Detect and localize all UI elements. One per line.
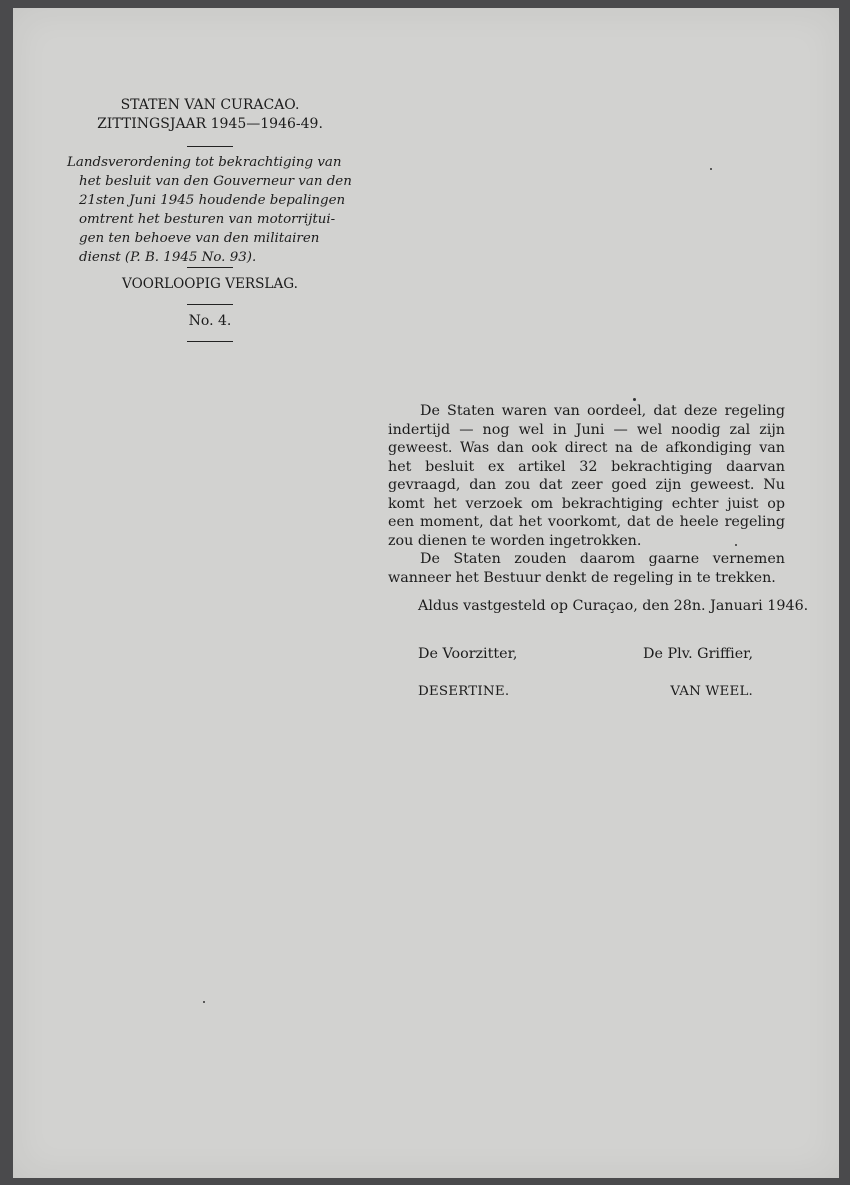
paper-speck xyxy=(633,398,636,401)
signature-titles xyxy=(418,646,753,662)
body-paragraph: De Staten waren van oordeel, dat deze regeling indertijd — nog wel in Juni — wel noodig zal zijn geweest. Was dan ook direct na de afkondiging van het besluit ex artikel 32 bekrachtiging daarvan gevraagd, dan zou dat zeer goed zijn geweest. Nu komt het verzoek om bekrachtiging echter juist op een moment, dat het voorkomt, dat de heele regeling zou dienen te worden ingetrokken. xyxy=(388,403,785,549)
document-header xyxy=(65,96,355,147)
ordinance-title xyxy=(65,153,355,267)
document-page xyxy=(13,8,839,1178)
document-number: No. 4. xyxy=(188,313,232,329)
title-line: het besluit van den Gouverneur van den xyxy=(79,174,352,189)
divider-wrap xyxy=(65,304,355,305)
org-name: STATEN VAN CURACAO. xyxy=(120,97,300,113)
signature-names xyxy=(418,684,753,699)
title-line: dienst (P. B. 1945 No. 93). xyxy=(79,250,257,265)
report-body xyxy=(388,402,785,587)
clerk-title: De Plv. Griffier, xyxy=(643,646,753,662)
divider xyxy=(187,304,233,305)
divider xyxy=(187,267,233,268)
paper-speck xyxy=(203,1001,205,1003)
divider xyxy=(187,146,233,147)
body-paragraph: De Staten zouden daarom gaarne vernemen wanneer het Bestuur denkt de regeling in te trekken. xyxy=(388,551,785,586)
title-line: 21sten Juni 1945 houdende bepalingen xyxy=(79,193,346,208)
title-line: Landsverordening tot bekrachtiging van xyxy=(67,155,342,170)
title-line: gen ten behoeve van den militairen xyxy=(79,231,320,246)
divider-wrap xyxy=(65,267,355,268)
closing-statement: Aldus vastgesteld op Curaçao, den 28n. Januari 1946. xyxy=(418,598,809,614)
paper-speck xyxy=(710,168,712,170)
title-line: omtrent het besturen van motorrijtui- xyxy=(79,212,336,227)
divider-wrap xyxy=(65,341,355,342)
session-year: ZITTINGSJAAR 1945—1946-49. xyxy=(97,116,323,132)
divider xyxy=(187,341,233,342)
clerk-name: VAN WEEL. xyxy=(670,684,753,699)
report-label: VOORLOOPIG VERSLAG. xyxy=(122,276,298,292)
paper-speck xyxy=(735,544,737,546)
chairman-title: De Voorzitter, xyxy=(418,646,518,662)
chairman-name: DESERTINE. xyxy=(418,684,510,699)
